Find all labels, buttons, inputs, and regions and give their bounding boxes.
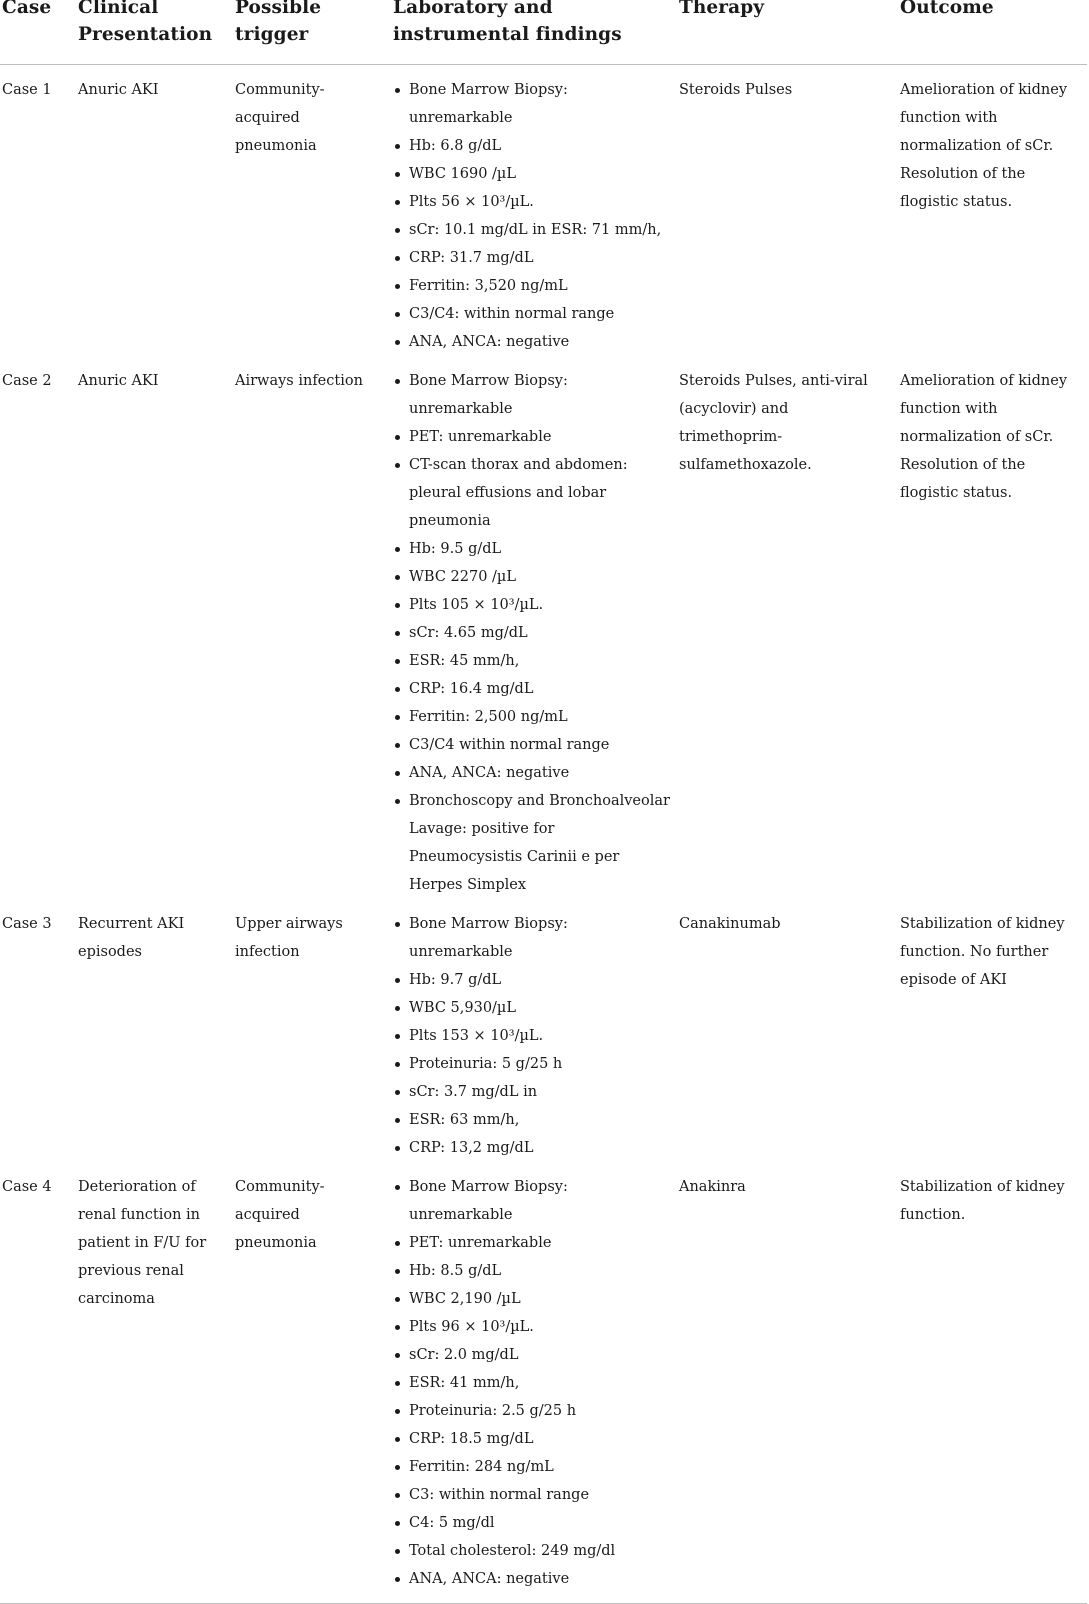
finding-item: Ferritin: 3,520 ng/mL <box>393 272 671 300</box>
findings-list <box>393 367 671 899</box>
clinical-presentation-cell: Anuric AKI <box>78 373 159 389</box>
outcome-cell: Stabilization of kidney function. <box>896 1162 1087 1604</box>
outcome-cell: Amelioration of kidney function with normalization of sCr. Resolution of the flogistic status. <box>900 373 1068 501</box>
findings-cell <box>389 356 675 899</box>
table-row <box>0 899 1087 1162</box>
finding-item: CRP: 13,2 mg/dL <box>393 1134 671 1162</box>
header-findings: Laboratory and instrumental findings <box>389 0 675 65</box>
finding-item: WBC 2,190 /µL <box>393 1285 671 1313</box>
therapy-cell: Steroids Pulses <box>679 82 793 98</box>
finding-item: Ferritin: 2,500 ng/mL <box>393 703 671 731</box>
possible-trigger-cell: Community-acquired pneumonia <box>235 82 325 154</box>
finding-item: Ferritin: 284 ng/mL <box>393 1453 671 1481</box>
finding-item: Hb: 9.7 g/dL <box>393 966 671 994</box>
finding-item: CRP: 16.4 mg/dL <box>393 675 671 703</box>
outcome-cell: Stabilization of kidney function. No further episode of AKI <box>900 916 1065 988</box>
outcome-cell: Amelioration of kidney function with normalization of sCr. Resolution of the flogistic status. <box>900 82 1068 210</box>
table-row <box>0 65 1087 357</box>
header-outcome: Outcome <box>896 0 1087 65</box>
finding-item: WBC 2270 /µL <box>393 563 671 591</box>
finding-item: Hb: 6.8 g/dL <box>393 132 671 160</box>
finding-item: sCr: 3.7 mg/dL in <box>393 1078 671 1106</box>
clinical-presentation-cell: Deterioration of renal function in patient in F/U for previous renal carcinoma <box>74 1162 231 1604</box>
header-case: Case <box>0 0 74 65</box>
case-cell: Case 2 <box>2 373 52 389</box>
header-row <box>0 0 1087 65</box>
table-row <box>0 356 1087 899</box>
finding-item: WBC 5,930/µL <box>393 994 671 1022</box>
finding-item: sCr: 2.0 mg/dL <box>393 1341 671 1369</box>
finding-item: PET: unremarkable <box>393 1229 671 1257</box>
finding-item: Proteinuria: 2.5 g/25 h <box>393 1397 671 1425</box>
finding-item: CT-scan thorax and abdomen: pleural effusions and lobar pneumonia <box>393 451 671 535</box>
finding-item: Plts 105 × 10³/µL. <box>393 591 671 619</box>
table-body <box>0 65 1087 1604</box>
table-row <box>0 1162 1087 1604</box>
finding-item: ESR: 63 mm/h, <box>393 1106 671 1134</box>
finding-item: Total cholesterol: 249 mg/dl <box>393 1537 671 1565</box>
finding-item: ANA, ANCA: negative <box>393 328 671 356</box>
finding-item: Bone Marrow Biopsy: unremarkable <box>393 367 671 423</box>
therapy-cell: Steroids Pulses, anti-viral (acyclovir) and trimethoprim-sulfamethoxazole. <box>679 373 868 473</box>
possible-trigger-cell: Airways infection <box>235 373 363 389</box>
possible-trigger-cell: Upper airways infection <box>235 916 343 960</box>
findings-cell <box>389 65 675 357</box>
header-clinical-presentation: Clinical Presentation <box>74 0 231 65</box>
finding-item: CRP: 18.5 mg/dL <box>393 1425 671 1453</box>
finding-item: Bone Marrow Biopsy: unremarkable <box>393 1173 671 1229</box>
therapy-cell: Anakinra <box>675 1162 896 1604</box>
table-header <box>0 0 1087 65</box>
finding-item: Bone Marrow Biopsy: unremarkable <box>393 910 671 966</box>
finding-item: Plts 56 × 10³/µL. <box>393 188 671 216</box>
finding-item: Plts 153 × 10³/µL. <box>393 1022 671 1050</box>
case-cell: Case 4 <box>0 1162 74 1604</box>
findings-list <box>393 1173 671 1593</box>
finding-item: ANA, ANCA: negative <box>393 759 671 787</box>
finding-item: Proteinuria: 5 g/25 h <box>393 1050 671 1078</box>
clinical-presentation-cell: Anuric AKI <box>78 82 159 98</box>
finding-item: PET: unremarkable <box>393 423 671 451</box>
findings-list <box>393 910 671 1162</box>
finding-item: Bone Marrow Biopsy: unremarkable <box>393 76 671 132</box>
finding-item: CRP: 31.7 mg/dL <box>393 244 671 272</box>
finding-item: C4: 5 mg/dl <box>393 1509 671 1537</box>
finding-item: ESR: 45 mm/h, <box>393 647 671 675</box>
finding-item: WBC 1690 /µL <box>393 160 671 188</box>
possible-trigger-cell: Community-acquired pneumonia <box>231 1162 389 1604</box>
finding-item: Plts 96 × 10³/µL. <box>393 1313 671 1341</box>
finding-item: ANA, ANCA: negative <box>393 1565 671 1593</box>
findings-list <box>393 76 671 356</box>
header-therapy: Therapy <box>675 0 896 65</box>
finding-item: sCr: 10.1 mg/dL in ESR: 71 mm/h, <box>393 216 671 244</box>
therapy-cell: Canakinumab <box>679 916 781 932</box>
findings-cell <box>389 899 675 1162</box>
case-cell: Case 1 <box>2 82 52 98</box>
finding-item: Hb: 8.5 g/dL <box>393 1257 671 1285</box>
findings-cell <box>389 1162 675 1604</box>
finding-item: C3/C4: within normal range <box>393 300 671 328</box>
finding-item: ESR: 41 mm/h, <box>393 1369 671 1397</box>
finding-item: C3: within normal range <box>393 1481 671 1509</box>
header-possible-trigger: Possible trigger <box>231 0 389 65</box>
clinical-presentation-cell: Recurrent AKI episodes <box>78 916 185 960</box>
finding-item: Hb: 9.5 g/dL <box>393 535 671 563</box>
finding-item: C3/C4 within normal range <box>393 731 671 759</box>
case-cell: Case 3 <box>2 916 52 932</box>
finding-item: sCr: 4.65 mg/dL <box>393 619 671 647</box>
finding-item: Bronchoscopy and Bronchoalveolar Lavage: positive for Pneumocysistis Carinii e per Herpes Simplex <box>393 787 671 899</box>
